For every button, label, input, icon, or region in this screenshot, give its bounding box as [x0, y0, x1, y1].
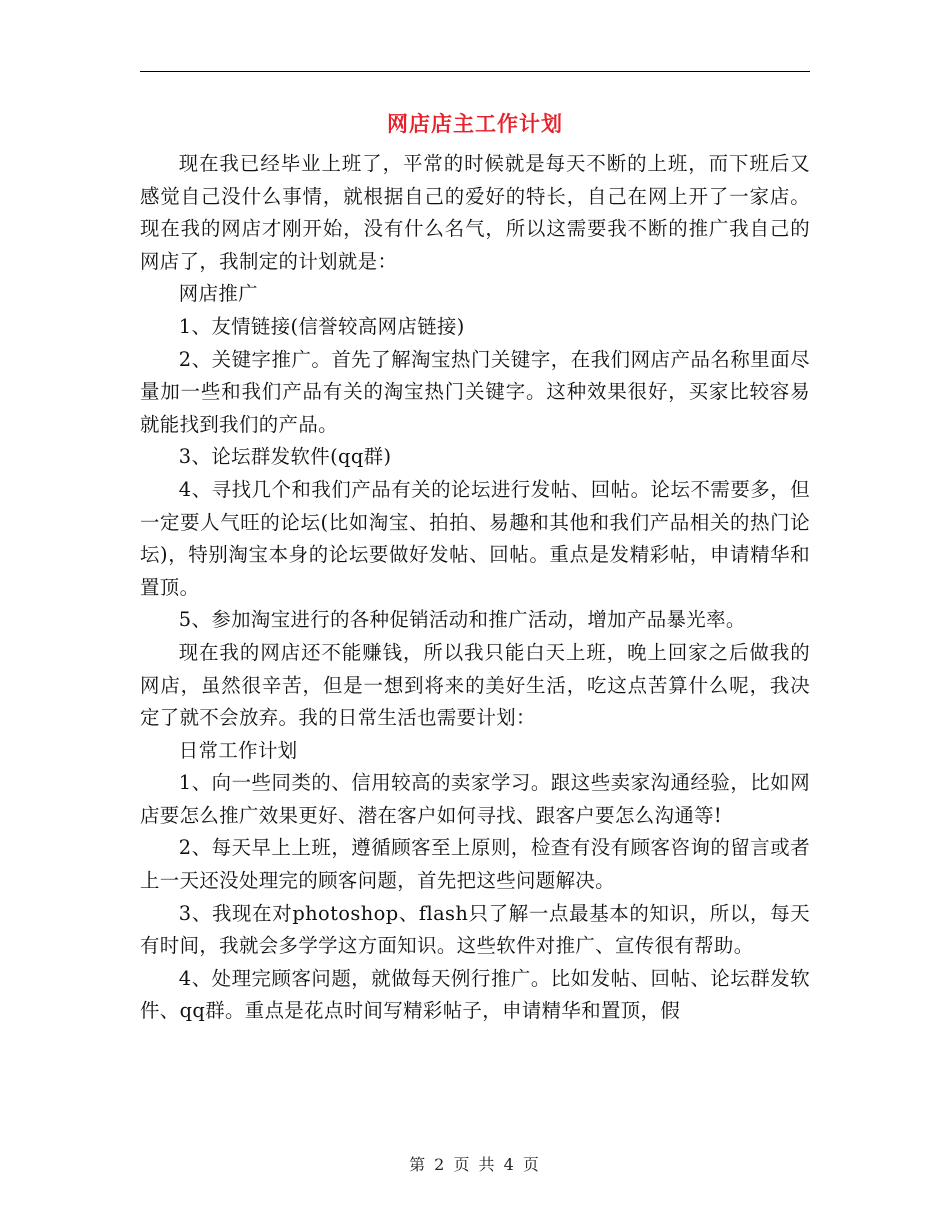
page-number-footer: 第 2 页 共 4 页: [409, 1155, 541, 1174]
list-item-promotion-2: 2、关键字推广。首先了解淘宝热门关键字，在我们网店产品名称里面尽量加一些和我们产品有关的淘宝热门关键字。这种效果很好，买家比较容易就能找到我们的产品。: [140, 347, 810, 436]
list-item-daily-3: 3、我现在对photoshop、flash只了解一点最基本的知识，所以，每天有时间，我就会多学学这方面知识。这些软件对推广、宣传很有帮助。: [140, 901, 810, 958]
document-body: [140, 148, 810, 1028]
list-item-promotion-4: 4、寻找几个和我们产品有关的论坛进行发帖、回帖。论坛不需要多，但一定要人气旺的论坛(比如淘宝、拍拍、易趣和其他和我们产品相关的热门论坛)，特别淘宝本身的论坛要做好发帖、回帖。重点是发精彩帖，申请精华和置顶。: [140, 477, 810, 599]
paragraph-intro: 现在我已经毕业上班了，平常的时候就是每天不断的上班，而下班后又感觉自己没什么事情，就根据自己的爱好的特长，自己在网上开了一家店。现在我的网店才刚开始，没有什么名气，所以这需要我不断的推广我自己的网店了，我制定的计划就是：: [140, 152, 810, 273]
section-heading-daily-plan: 日常工作计划: [178, 738, 298, 762]
header-rule: [140, 71, 810, 72]
list-item-daily-2: 2、每天早上上班，遵循顾客至上原则，检查有没有顾客咨询的留言或者上一天还没处理完的顾客问题，首先把这些问题解决。: [140, 836, 810, 893]
list-item-promotion-3: 3、论坛群发软件(qq群): [178, 445, 392, 469]
list-item-promotion-5: 5、参加淘宝进行的各种促销活动和推广活动，增加产品暴光率。: [178, 608, 746, 632]
paragraph-transition: 现在我的网店还不能赚钱，所以我只能白天上班，晚上回家之后做我的网店，虽然很辛苦，但是一想到将来的美好生活，吃这点苦算什么呢，我决定了就不会放弃。我的日常生活也需要计划：: [140, 640, 810, 730]
list-item-daily-1: 1、向一些同类的、信用较高的卖家学习。跟这些卖家沟通经验，比如网店要怎么推广效果更好、潜在客户如何寻找、跟客户要怎么沟通等!: [140, 771, 810, 827]
list-item-daily-4: 4、处理完顾客问题，就做每天例行推广。比如发帖、回帖、论坛群发软件、qq群。重点是花点时间写精彩帖子，申请精华和置顶，假: [140, 966, 810, 1023]
section-heading-promotion: 网店推广: [178, 282, 258, 306]
document-title: 网店店主工作计划: [387, 111, 563, 136]
list-item-promotion-1: 1、友情链接(信誉较高网店链接): [178, 314, 465, 338]
